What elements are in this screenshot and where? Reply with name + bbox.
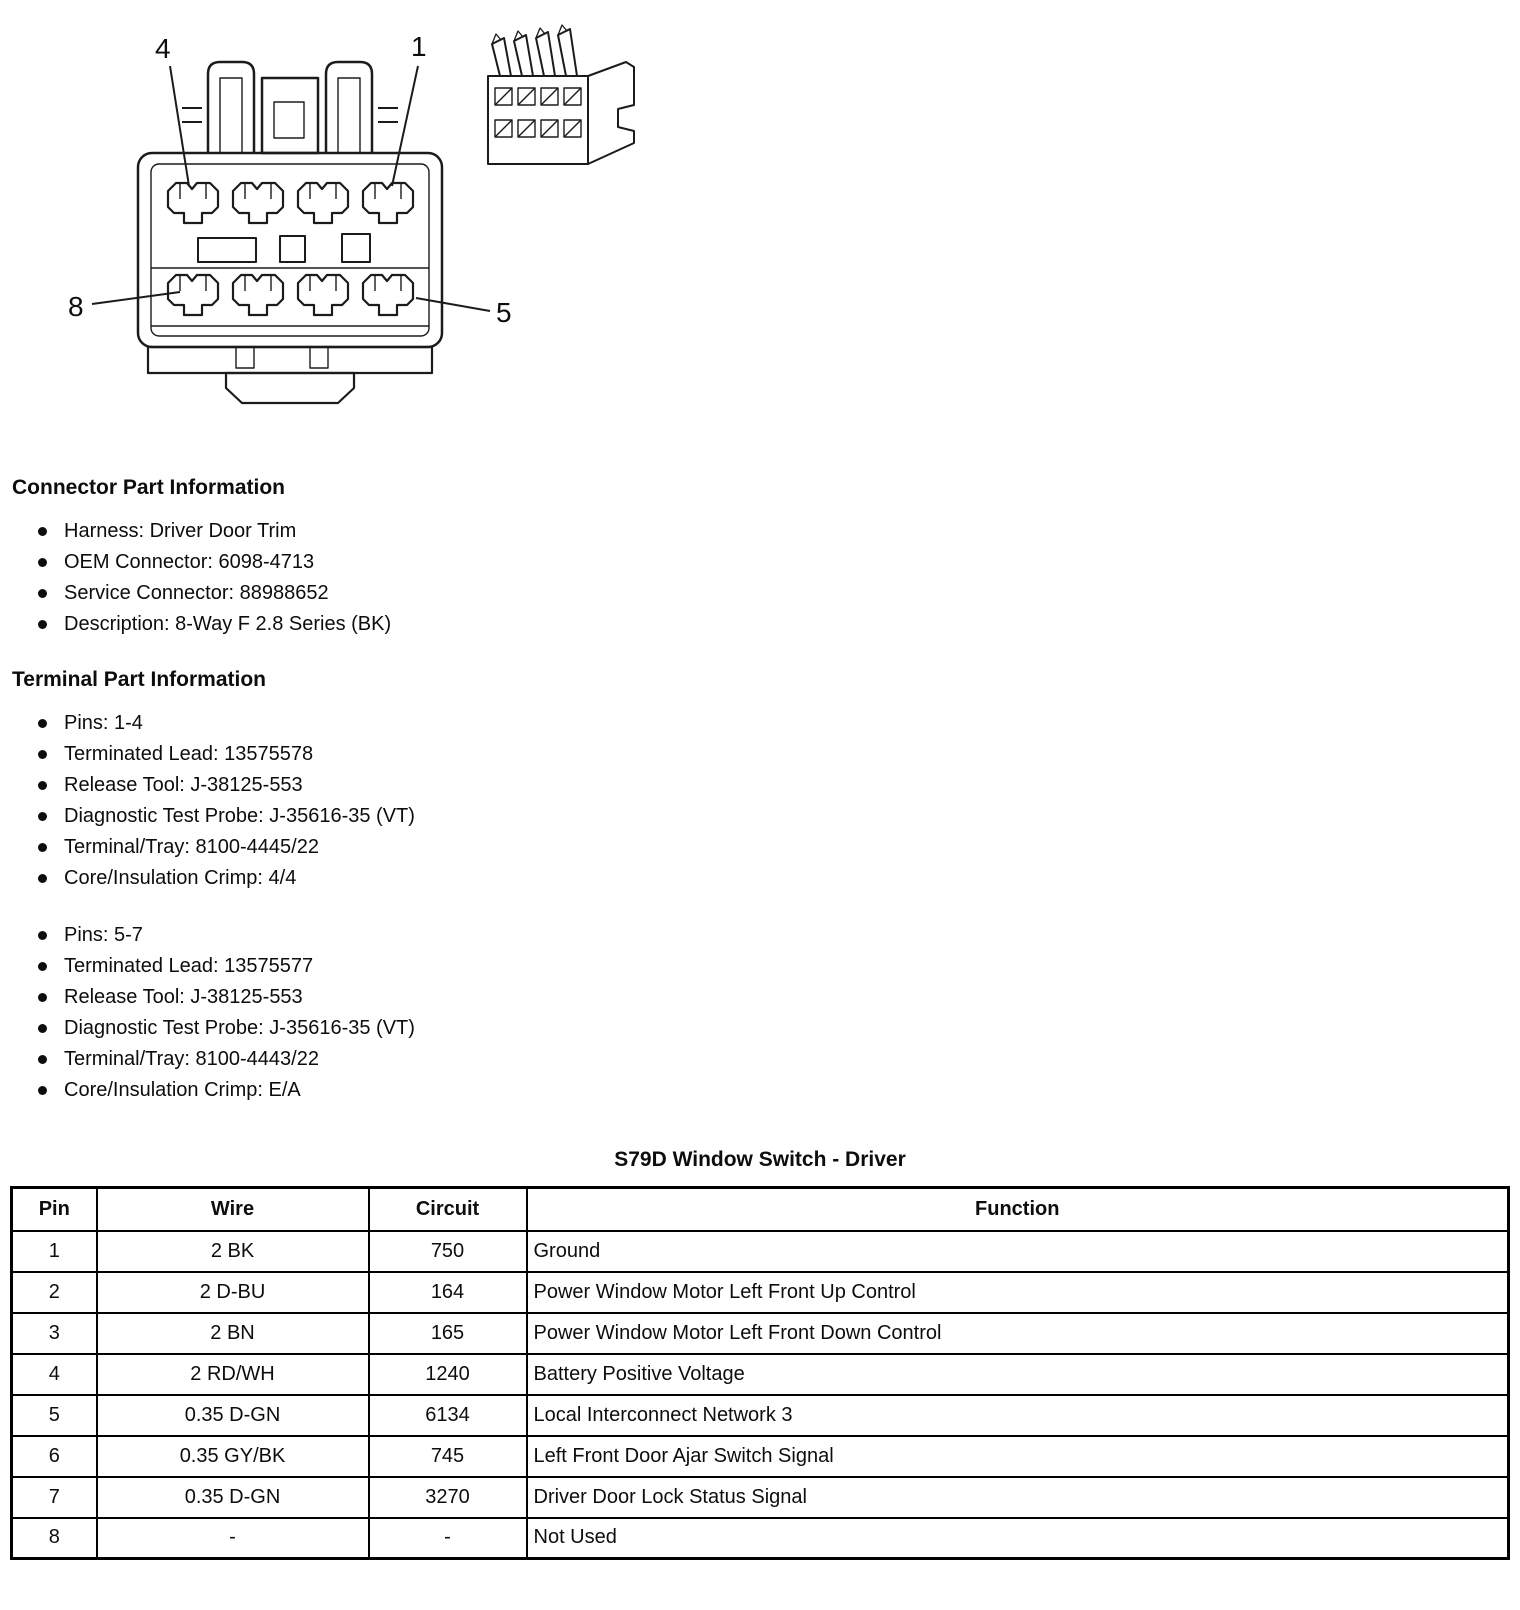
table-header-row: [12, 1188, 1509, 1231]
connector-diagram: [10, 6, 1510, 442]
terminal-info-item: Terminal/Tray: 8100-4443/22: [38, 1044, 1510, 1075]
table-header-function: Function: [527, 1188, 1509, 1231]
cell-circuit: 3270: [369, 1477, 527, 1518]
cell-function: Ground: [527, 1231, 1509, 1272]
connector-diagram-svg: [30, 10, 670, 440]
cell-function: Driver Door Lock Status Signal: [527, 1477, 1509, 1518]
terminal-info-item: Pins: 5-7: [38, 920, 1510, 951]
pin-label-8: 8: [68, 291, 84, 322]
terminal-info-item: Core/Insulation Crimp: 4/4: [38, 863, 1510, 894]
table-header-wire: Wire: [97, 1188, 369, 1231]
cell-pin: 6: [12, 1436, 97, 1477]
terminal-info-item: Core/Insulation Crimp: E/A: [38, 1075, 1510, 1106]
pinout-table: [10, 1186, 1510, 1560]
cell-circuit: 164: [369, 1272, 527, 1313]
connector-iso-view: [488, 25, 634, 164]
table-row: [12, 1313, 1509, 1354]
terminal-info-item: Release Tool: J-38125-553: [38, 982, 1510, 1013]
cell-pin: 5: [12, 1395, 97, 1436]
table-row: [12, 1518, 1509, 1559]
cell-circuit: 745: [369, 1436, 527, 1477]
cell-wire: 2 D-BU: [97, 1272, 369, 1313]
terminal-info-item: Pins: 1-4: [38, 708, 1510, 739]
cell-circuit: 165: [369, 1313, 527, 1354]
connector-part-info-list: [10, 516, 1510, 640]
connector-part-info-heading: Connector Part Information: [12, 476, 286, 499]
connector-front-view: [138, 62, 442, 403]
cell-circuit: -: [369, 1518, 527, 1559]
terminal-part-info-heading: Terminal Part Information: [12, 668, 266, 691]
pin-label-1: 1: [411, 31, 427, 62]
table-header-circuit: Circuit: [369, 1188, 527, 1231]
table-row: [12, 1272, 1509, 1313]
cell-function: Battery Positive Voltage: [527, 1354, 1509, 1395]
table-row: [12, 1436, 1509, 1477]
connector-info-item: Description: 8-Way F 2.8 Series (BK): [38, 609, 1510, 640]
cell-pin: 3: [12, 1313, 97, 1354]
terminal-info-list-pins-5-7: [10, 920, 1510, 1106]
cell-function: Left Front Door Ajar Switch Signal: [527, 1436, 1509, 1477]
cell-pin: 2: [12, 1272, 97, 1313]
cell-wire: 0.35 D-GN: [97, 1395, 369, 1436]
cell-wire: -: [97, 1518, 369, 1559]
cell-wire: 2 BK: [97, 1231, 369, 1272]
cell-function: Local Interconnect Network 3: [527, 1395, 1509, 1436]
terminal-info-list-pins-1-4: [10, 708, 1510, 894]
terminal-info-item: Diagnostic Test Probe: J-35616-35 (VT): [38, 1013, 1510, 1044]
cell-function: Power Window Motor Left Front Down Control: [527, 1313, 1509, 1354]
table-row: [12, 1231, 1509, 1272]
terminal-row-top: [168, 183, 413, 223]
cell-wire: 0.35 GY/BK: [97, 1436, 369, 1477]
cell-pin: 4: [12, 1354, 97, 1395]
terminal-info-item: Terminal/Tray: 8100-4445/22: [38, 832, 1510, 863]
cell-circuit: 6134: [369, 1395, 527, 1436]
table-row: [12, 1477, 1509, 1518]
cell-wire: 0.35 D-GN: [97, 1477, 369, 1518]
table-row: [12, 1395, 1509, 1436]
cell-function: Power Window Motor Left Front Up Control: [527, 1272, 1509, 1313]
pin-label-5: 5: [496, 297, 512, 328]
terminal-info-item: Terminated Lead: 13575577: [38, 951, 1510, 982]
cell-wire: 2 RD/WH: [97, 1354, 369, 1395]
connector-info-item: Harness: Driver Door Trim: [38, 516, 1510, 547]
terminal-info-item: Release Tool: J-38125-553: [38, 770, 1510, 801]
connector-info-item: Service Connector: 88988652: [38, 578, 1510, 609]
cell-pin: 1: [12, 1231, 97, 1272]
terminal-row-bottom: [168, 275, 413, 315]
cell-circuit: 750: [369, 1231, 527, 1272]
connector-info-item: OEM Connector: 6098-4713: [38, 547, 1510, 578]
cell-function: Not Used: [527, 1518, 1509, 1559]
table-header-pin: Pin: [12, 1188, 97, 1231]
terminal-info-item: Terminated Lead: 13575578: [38, 739, 1510, 770]
terminal-info-item: Diagnostic Test Probe: J-35616-35 (VT): [38, 801, 1510, 832]
table-title: S79D Window Switch - Driver: [614, 1148, 906, 1171]
cell-circuit: 1240: [369, 1354, 527, 1395]
cell-pin: 7: [12, 1477, 97, 1518]
table-row: [12, 1354, 1509, 1395]
cell-wire: 2 BN: [97, 1313, 369, 1354]
pin-label-4: 4: [155, 33, 171, 64]
cell-pin: 8: [12, 1518, 97, 1559]
